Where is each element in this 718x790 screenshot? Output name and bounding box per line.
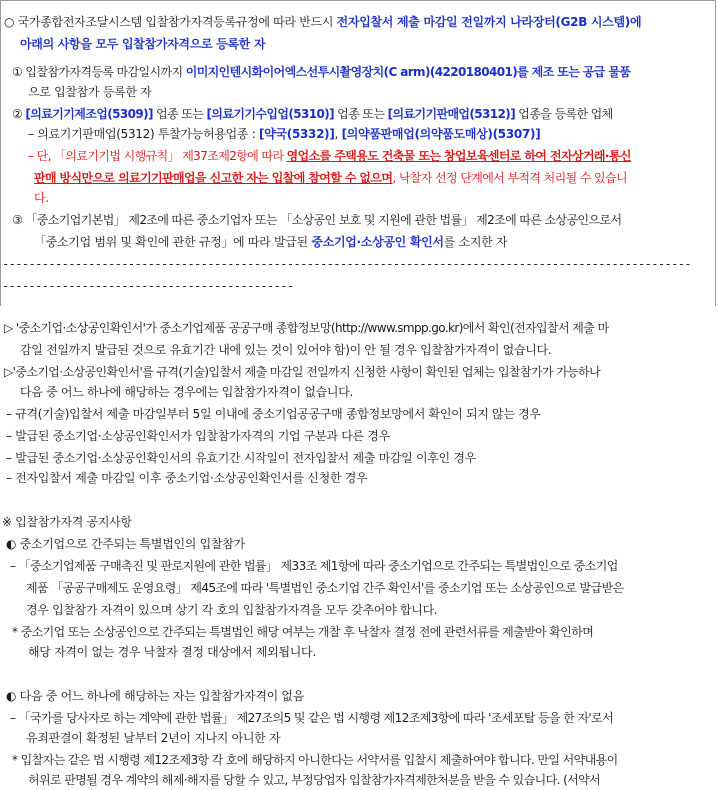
industry-5309: [의료기기제조업(5309)] [25,107,153,121]
special-corporation-heading: ◐ 중소기업으로 간주되는 특별법인의 입찰참가 [6,537,245,551]
condition-1: – 규격(기술)입찰서 제출 마감일부터 5일 이내에 중소기업공공구매 종합정보망에서 확인이 되지 않는 경우 [6,407,541,421]
item-3-line [12,212,621,230]
item-3-text-2: 「중소기업 범위 및 확인에 관한 규정」에 따라 발급된 [34,235,312,249]
item-2-line [12,106,613,124]
item-1-text: ① 입찰참가자격등록 마감일시까지 [12,65,186,79]
ineligible-line-2: 유죄판결이 확정된 날부터 2년이 지나지 아니한 자 [26,731,281,745]
ineligible-heading: ◐ 다음 중 어느 하나에 해당하는 자는 입찰참가자격이 없음 [6,689,305,703]
item-1-line [12,64,630,82]
special-corporation-line-1: – 「중소기업제품 구매촉진 및 판로지원에 관한 법률」 제33조 제1항에 따라 중소기업으로 간주되는 특별법인으로 중소기업 [10,559,618,573]
note-1-line-2: 감일 전일까지 발급된 것으로 유효기간 내에 있는 것이 있어야 함)이 안 될 경우 입찰참가자격이 없습니다. [20,343,552,357]
item-1-product: 이미지인텐시화이어엑스선투시촬영장치(C arm)(4220180401)를 제조 또는 공급 물품 [185,65,631,79]
note-1-line: ▷ '중소기업·소상공인확인서'가 중소기업제품 공공구매 종합정보망(http://www.smpp.go.kr)에서 확인(전자입찰서 제출 마 [4,321,609,335]
item-1-line-2 [28,84,151,102]
warning-emphasis: 영업소를 주택용도 건축물 또는 창업보육센터로 하여 전자상거래·통신 [286,149,631,163]
intro-text: ○ 국가종합전자조달시스템 입찰참가자격등록규정에 따라 반드시 [4,15,337,29]
special-corporation-note-1: * 중소기업 또는 소상공인으로 간주되는 특별법인 해당 여부는 개찰 후 낙찰자 결정 전에 관련서류를 제출받아 확인하며 [12,625,594,639]
industry-5307: [의약품판매업(의약품도매상)(5307)] [341,127,541,141]
item-2-sub-line [28,126,540,144]
special-corporation-note-2: 해당 자격이 없는 경우 낙찰자 결정 대상에서 제외됩니다. [28,645,316,659]
note-2-line-2: 다음 중 어느 하나에 해당하는 경우에는 입찰참가자격이 없습니다. [20,385,354,399]
item-2-text: 업종 또는 [152,107,207,121]
qualification-intro-line-2 [20,36,265,54]
industry-5310: [의료기기수입업(5310)] [206,107,334,121]
item-3-text: ③ 「중소기업기본법」 제2조에 따른 중소기업자 또는 「소상공인 보호 및 지원에 관한 법률」 제2조에 따른 소상공인으로서 [12,213,622,227]
item-2-warning-line-2 [34,170,627,188]
sme-certificate: 중소기업·소상공인 확인서 [311,235,444,249]
ineligible-note-2: 허위로 판명될 경우 계약의 해제·해지를 당할 수 있고, 부정당업자 입찰참가자격제한처분을 받을 수 있습니다. (서약서 [28,773,601,787]
separator-line-1: -------------------------------------------------------------------------------------------------------- [2,257,691,271]
intro-emphasis: 전자입찰서 제출 마감일 전일까지 나라장터(G2B 시스템)에 [336,15,642,29]
warning-text-3: 다. [34,191,49,205]
item-1-text-2: 으로 입찰참가 등록한 자 [28,85,152,99]
intro-emphasis-2: 아래의 사항을 모두 입찰참가자격으로 등록한 자 [20,37,266,51]
industry-5332: [약국(5332)] [259,127,335,141]
comma: , [334,127,342,141]
industry-5312: [의료기기판매업(5312)] [387,107,516,121]
item-3-line-2 [34,234,507,252]
condition-2: – 발급된 중소기업·소상공인확인서가 입찰참가자격의 기업 구분과 다른 경우 [6,429,390,443]
special-corporation-line-3: 경우 입찰참가 자격이 있으며 상기 각 호의 입찰참가자격을 모두 갖추어야 합니다. [26,603,438,617]
item-2-warning-line-3 [34,190,49,208]
item-2-text-3: 업종을 등록한 업체 [515,107,613,121]
special-corporation-line-2: 제품 「공공구매제도 운영요령」 제45조에 따라 '특별법인 중소기업 간주 확인서'를 중소기업 또는 소상공인으로 발급받은 [26,581,624,595]
item-2-allowed-label: – 의료기기판매업(5312) 투찰가능허용업종 : [28,127,259,141]
item-2-text-2: 업종 또는 [333,107,388,121]
item-2-marker: ② [12,107,26,121]
ineligible-line-1: – 「국가를 당사자로 하는 계약에 관한 법률」 제27조의5 및 같은 법 시행령 제12조제3항에 따라 '조세포탈 등을 한 자'로서 [10,711,614,725]
item-3-text-3: 를 소지한 자 [443,235,508,249]
condition-3: – 발급된 중소기업·소상공인확인서의 유효기간 시작일이 전자입찰서 제출 마감일 이후인 경우 [6,451,476,465]
notice-heading: ※ 입찰참가자격 공지사항 [2,515,132,529]
note-2-line: ▷'중소기업·소상공인확인서'를 규격(기술)입찰서 제출 마감일 전일까지 신청한 사항이 확인된 업체는 입찰참가가 가능하나 [4,365,601,379]
warning-text-2: , 낙찰자 선정 단계에서 부적격 처리될 수 있습니 [392,171,627,185]
ineligible-note-1: * 입찰자는 같은 법 시행령 제12조제3항 각 호에 해당하지 아니한다는 서약서를 입찰시 제출하여야 합니다. 만일 서약내용이 [12,753,618,767]
warning-emphasis-2: 판매 방식만으로 의료기기판매업을 신고한 자는 입찰에 참여할 수 없으며 [34,171,393,185]
separator-line-2: -------------------------------------------- [2,279,294,293]
warning-text: – 단, 「의료기기법 시행규칙」 제37조제2항에 따라 [28,149,287,163]
condition-4: – 전자입찰서 제출 마감일 이후 중소기업·소상공인확인서를 신청한 경우 [6,471,368,485]
item-2-warning-line [28,148,631,166]
qualification-intro-line [4,14,641,32]
